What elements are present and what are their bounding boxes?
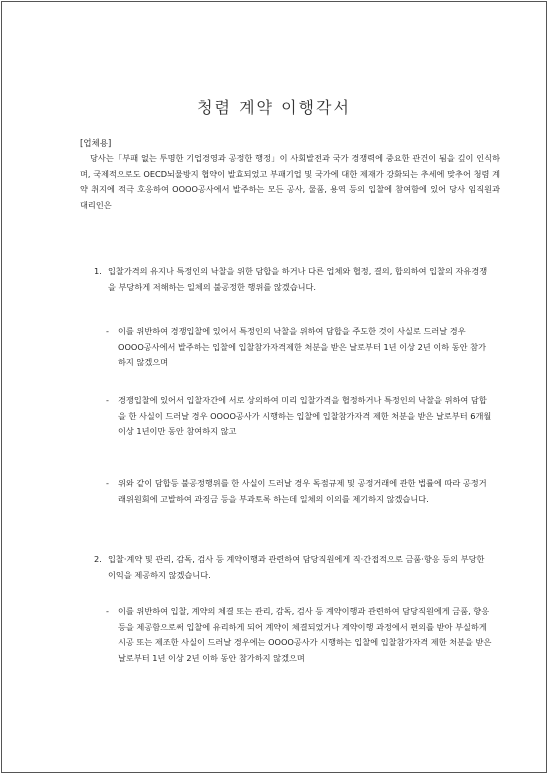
clause-2-sub-1 [106,604,492,666]
clause-2-number: 2. [94,554,102,564]
section-label: [업체용] [80,139,112,149]
clause-1-text: 입찰가격의 유지나 특정인의 낙찰을 위한 담합을 하거나 다른 업체와 협정, 결의, 합의하여 입찰의 자유경쟁을 부당하게 저해하는 일체의 불공정한 행위를 않겠습니다. [108,266,488,292]
clause-2-sub-1-text: 이를 위반하여 입찰, 계약의 체결 또는 관리, 감독, 검사 등 계약이행과 관련하여 담당직원에게 금품, 향응 등을 제공함으로써 입찰에 유리하게 되어 계약이 체결되었거나 계약이행 과정에서 편의를 받아 부실하게 시공 또는 제조한 사실이 드러날 경우에는 OOOO공사가 시행하는 입찰에 입찰참가자격 제한 처분을 받은 날로부터 1년 이상 2년 이하 동안 참가하지 않겠으며 [118,606,492,663]
document-page [1,1,547,773]
clause-1-sub-1-text: 이를 위반하여 경쟁입찰에 있어서 특정인의 낙찰을 위하여 담합을 주도한 것이 사실로 드러날 경우 OOOO공사에서 발주하는 입찰에 입찰참가자격제한 처분을 받은 날로부터 1년 이상 2년 이하 동안 참가하지 않겠으며 [118,326,486,368]
clause-2-text: 입찰·계약 및 관리, 감독, 검사 등 계약이행과 관련하여 담당직원에게 직·간접적으로 금품·향응 등의 부당한 이익을 제공하지 않겠습니다. [108,554,485,580]
clause-1-sub-2 [106,393,492,440]
clause-1-sub-2-text: 경쟁입찰에 있어서 입찰자간에 서로 상의하여 미리 입찰가격을 협정하거나 특정인의 낙찰을 위하여 담합을 한 사실이 드러날 경우 OOOO공사가 시행하는 입찰에 입찰참가자격 제한 처분을 받은 날로부터 6개월이상 1년이만 동안 참여하지 않고 [118,395,492,437]
clause-1-number: 1. [94,266,102,276]
clause-1-sub-3-text: 위와 같이 담합등 불공정행위를 한 사실이 드러날 경우 독점규제 및 공정거래에 관한 법률에 따라 공정거래위원회에 고발하여 과징금 등을 부과토록 하는데 일체의 이의를 제기하지 않겠습니다. [118,478,487,504]
clause-1 [94,264,492,295]
intro-paragraph: 당사는「부패 없는 투명한 기업경영과 공정한 행정」이 사회발전과 국가 경쟁력에 중요한 관건이 됨을 깊이 인식하며, 국제적으로도 OECD뇌물방지 협약이 발효되었고 부패기업 및 국가에 대한 제재가 강화되는 추세에 맞추어 청렴 계약 취지에 적극 호응하여 OOOO공사에서 발주하는 모든 공사, 물품, 용역 등의 입찰에 참여함에 있어 당사 임직원과 대리인은 [80,153,500,210]
clause-2 [94,552,492,583]
bullet-dash: - [106,606,109,616]
clause-1-sub-3 [106,476,492,507]
clause-1-sub-1 [106,324,492,371]
bullet-dash: - [106,395,109,405]
bullet-dash: - [106,478,109,488]
document-title: 청렴 계약 이행각서 [197,98,351,117]
bullet-dash: - [106,326,109,336]
